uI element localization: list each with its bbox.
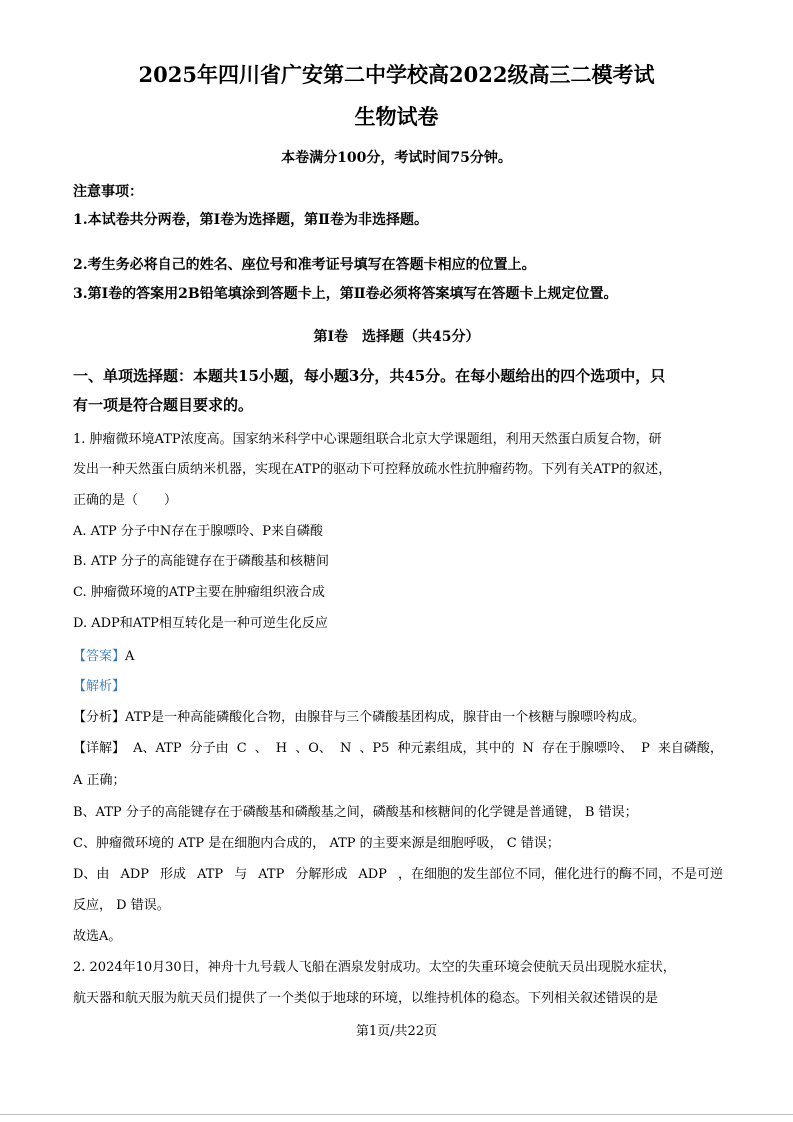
detail-word: 来自磷酸， [657, 741, 723, 756]
detail-word: 、O、 [295, 741, 332, 756]
section-instruction: 有一项是符合题目要求的。 [73, 396, 254, 414]
q1-conclusion: 故选A。 [73, 929, 122, 944]
detail-word: H [275, 741, 288, 756]
q1-detail-line: 反应， D 错误。 [73, 898, 170, 913]
fenxi-text: ATP是一种高能磷酸化合物，由腺苷与三个磷酸基团构成，腺苷由一个核糖与腺嘌呤构成。 [125, 710, 646, 725]
q1-option-d: D. ADP和ATP相互转化是一种可逆生化反应 [73, 616, 328, 631]
q1-detail-line: A 正确； [73, 773, 126, 788]
detail-word: 分子由 [189, 741, 229, 756]
exam-title: 2025年四川省广安第二中学校高2022级高三二模考试 [138, 62, 655, 87]
detail-word: 形成 [160, 867, 187, 882]
detail-word: 、 [254, 741, 268, 756]
detail-word: 与 [234, 867, 248, 882]
q1-detail-line [73, 741, 723, 757]
section-title: 第Ⅰ卷 选择题（共45分） [313, 329, 480, 345]
detail-word: ATP [197, 867, 224, 882]
bottom-divider [0, 1114, 793, 1115]
subject-title: 生物试卷 [354, 104, 439, 129]
detail-word: A、ATP [133, 741, 182, 756]
note-item: 3.第Ⅰ卷的答案用2B铅笔填涂到答题卡上，第Ⅱ卷必须将答案填写在答题卡上规定位置。 [73, 286, 618, 302]
detail-word: 种元素组成，其中的 [397, 741, 515, 756]
q2-stem-line: 2. 2024年10月30日，神舟十九号载人飞船在酒泉发射成功。太空的失重环境会使航天员出现脱水症状， [73, 960, 676, 975]
section-instruction: 一、单项选择题：本题共15小题，每小题3分，共45分。在每小题给出的四个选项中，只 [73, 367, 666, 385]
q1-detail-line [73, 867, 723, 883]
q1-detail-line: C、肿瘤微环境的 ATP 是在细胞内合成的， ATP 的主要来源是细胞呼吸， C 错误； [73, 836, 560, 851]
q1-option-c: C. 肿瘤微环境的ATP主要在肿瘤组织液合成 [73, 585, 325, 600]
q2-stem-line: 航天器和航天服为航天员们提供了一个类似于地球的环境，以维持机体的稳态。下列相关叙述错误的是 [73, 991, 659, 1006]
detail-word: ADP [358, 867, 387, 882]
detail-word: P [641, 741, 650, 756]
q1-fenxi [73, 710, 645, 726]
detail-word: N [522, 741, 534, 756]
exam-info: 本卷满分100分，考试时间75分钟。 [281, 150, 512, 166]
q1-option-b: B. ATP 分子的高能键存在于磷酸基和核糖间 [73, 554, 330, 569]
q1-answer [73, 649, 134, 665]
detail-word: ，在细胞的发生部位不同，催化进行的酶不同，不是可逆 [397, 867, 723, 882]
analysis-tag: 【解析】 [73, 679, 126, 694]
page-number: 第1页/共22页 [355, 1024, 438, 1039]
detail-tag: 【详解】 [73, 741, 126, 756]
answer-tag: 【答案】 [73, 649, 126, 664]
note-item: 1.本试卷共分两卷，第Ⅰ卷为选择题，第Ⅱ卷为非选择题。 [73, 212, 428, 228]
detail-word: 、P5 [359, 741, 390, 756]
q1-stem-line: 正确的是（ ） [73, 493, 178, 508]
note-item: 2.考生务必将自己的姓名、座位号和准考证号填写在答题卡相应的位置上。 [73, 257, 536, 273]
detail-word: 分解形成 [295, 867, 348, 882]
q1-option-a: A. ATP 分子中N存在于腺嘌呤、P来自磷酸 [73, 524, 324, 539]
detail-word: C [236, 741, 247, 756]
detail-word: 存在于腺嘌呤、 [541, 741, 633, 756]
fenxi-tag: 【分析】 [73, 710, 126, 725]
q1-stem-line: 1. 肿瘤微环境ATP浓度高。国家纳米科学中心课题组联合北京大学课题组，利用天然蛋白质复合物，研 [73, 432, 662, 447]
answer-value: A [125, 649, 135, 664]
notes-heading: 注意事项： [73, 184, 143, 200]
detail-word: ADP [120, 867, 150, 882]
detail-word: D、由 [73, 867, 110, 882]
q1-stem-line: 发出一种天然蛋白质纳米机器，实现在ATP的驱动下可控释放疏水性抗肿瘤药物。下列有关ATP的叙述， [73, 462, 672, 477]
detail-word: ATP [258, 867, 285, 882]
q1-detail-line: B、ATP 分子的高能键存在于磷酸基和磷酸基之间，磷酸基和核糖间的化学键是普通键， B 错误； [73, 805, 638, 820]
detail-word: N [339, 741, 352, 756]
